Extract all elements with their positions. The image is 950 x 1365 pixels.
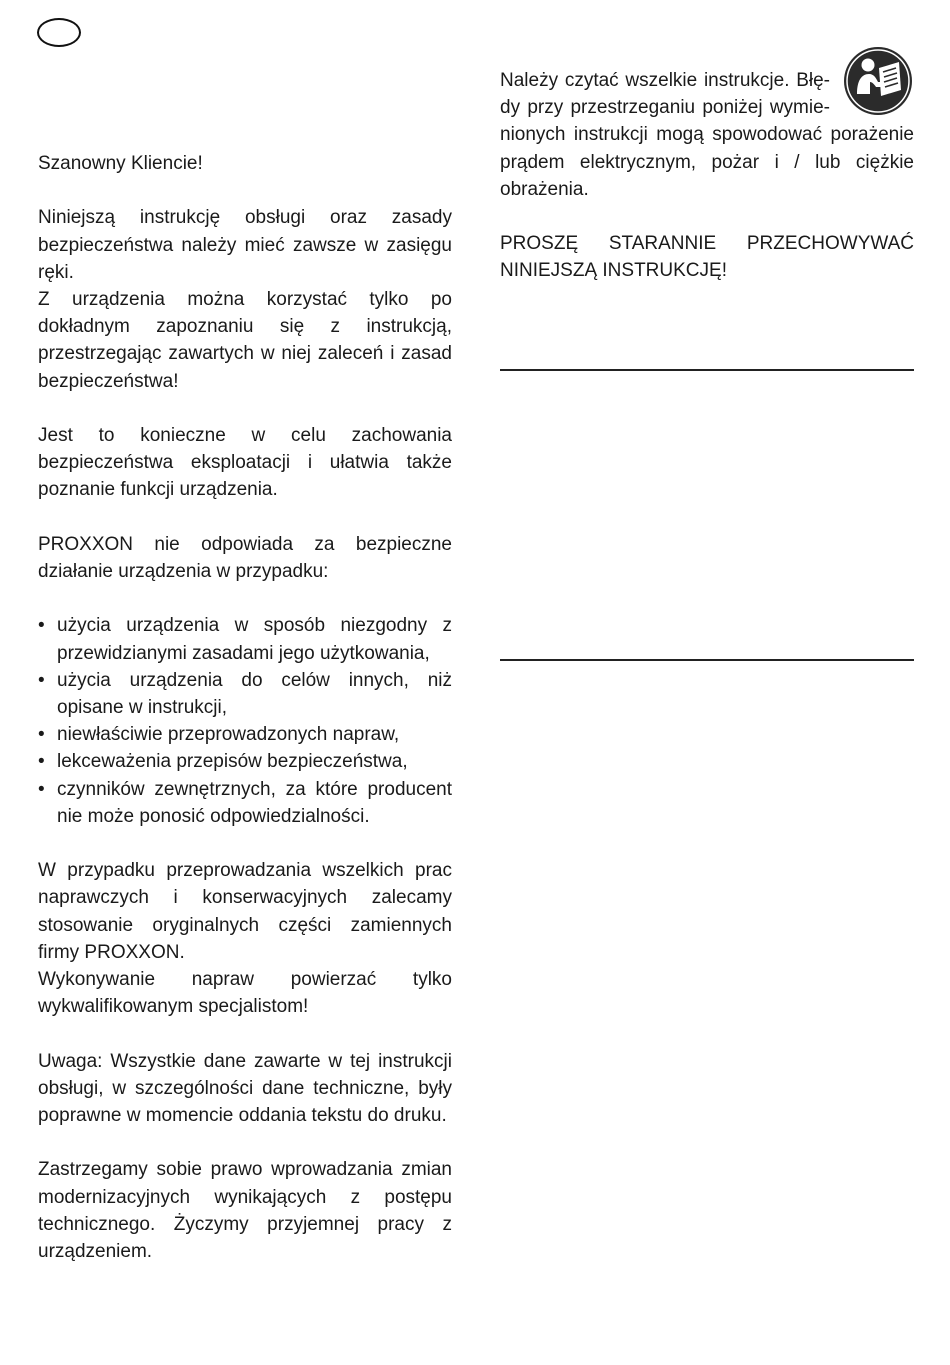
divider-line — [500, 369, 914, 371]
usage-paragraph: Z urządzenia można korzystać tylko po dokładnym zapoznaniu się z instrukcją, przestrzegając zawartych w niej zaleceń i zasad bezpieczeństwa! — [38, 289, 452, 392]
list-item: • użycia urządzenia w sposób niezgodny z przewidzianymi zasadami jego użytkowania, — [38, 612, 452, 666]
list-item: • użycia urządzenia do celów innych, niż opisane w instrukcji, — [38, 667, 452, 721]
divider-line — [500, 659, 914, 661]
left-column — [38, 150, 452, 1265]
warning-line-2: dy przy przestrzeganiu poniżej wymie- — [500, 97, 830, 119]
keep-instructions-notice: PROSZĘ STARANNIE PRZECHOWYWAĆ NINIEJSZĄ INSTRUKCJĘ! — [500, 233, 914, 282]
read-manual-icon — [843, 46, 913, 116]
note-paragraph: Uwaga: Wszystkie dane zawarte w tej instrukcji obsługi, w szczególności dane techniczne, były poprawne w momencie oddania tekstu do druku. — [38, 1050, 452, 1127]
list-item: • czynników zewnętrznych, za które producent nie może ponosić odpowiedzialności. — [38, 776, 452, 830]
liability-paragraph: PROXXON nie odpowiada za bezpieczne działanie urządzenia w przypadku: — [38, 533, 452, 582]
purpose-paragraph: Jest to konieczne w celu zachowania bezpieczeństwa eksploatacji i ułatwia także poznanie funkcji urządzenia. — [38, 425, 452, 501]
list-item: • niewłaściwie przeprowadzonych napraw, — [38, 721, 452, 748]
warning-paragraph: nionych instrukcji mogą spowodować porażenie prądem elektrycznym, pożar i / lub ciężkie obrażenia. — [500, 124, 914, 200]
intro-paragraph: Niniejszą instrukcję obsługi oraz zasady bezpieczeństwa należy mieć zawsze w zasięgu ręki. — [38, 207, 452, 283]
language-badge — [37, 18, 81, 47]
spare-parts-paragraph: W przypadku przeprowadzania wszelkich prac naprawczych i konserwacyjnych zalecamy stosowanie oryginalnych części zamiennych firmy PROXXON. — [38, 860, 452, 963]
rights-paragraph: Zastrzegamy sobie prawo wprowadzania zmian modernizacyjnych wynikających z postępu technicznego. Życzymy przyjemnej pracy z urządzeniem. — [38, 1159, 452, 1263]
warning-line-1: Należy czytać wszelkie instrukcje. Błę- — [500, 70, 830, 91]
greeting: Szanowny Kliencie! — [38, 153, 203, 174]
repairs-paragraph: Wykonywanie napraw powierzać tylko wykwalifikowanym specjalistom! — [38, 969, 452, 1018]
liability-list — [38, 612, 452, 830]
list-item: • lekceważenia przepisów bezpieczeństwa, — [38, 748, 452, 775]
